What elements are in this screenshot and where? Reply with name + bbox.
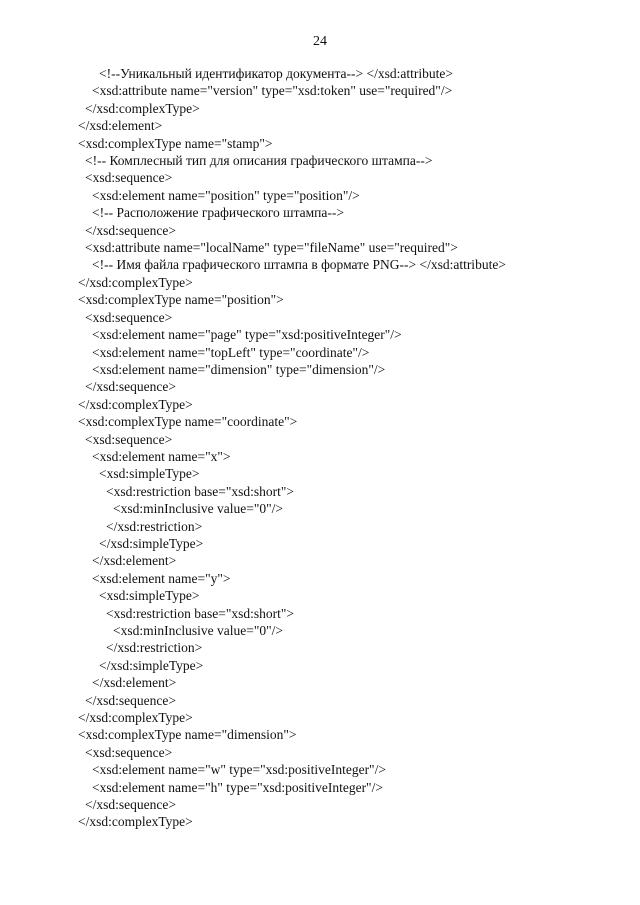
- code-line: <xsd:element name="page" type="xsd:positiveInteger"/>: [92, 327, 402, 343]
- code-line: </xsd:sequence>: [85, 692, 176, 708]
- code-line: <xsd:simpleType>: [99, 588, 200, 604]
- code-line: </xsd:complexType>: [78, 396, 193, 412]
- code-line: </xsd:complexType>: [85, 100, 200, 116]
- code-line: </xsd:element>: [92, 553, 177, 569]
- code-line: <xsd:sequence>: [85, 744, 173, 760]
- code-line: </xsd:element>: [78, 118, 163, 134]
- code-line: <xsd:attribute name="localName" type="fileName" use="required">: [85, 240, 458, 256]
- code-line: <xsd:element name="dimension" type="dimension"/>: [92, 361, 386, 377]
- code-line: </xsd:sequence>: [85, 379, 176, 395]
- code-line: <xsd:restriction base="xsd:short">: [106, 483, 294, 499]
- xsd-code-block: [0, 65, 640, 831]
- code-line: <xsd:complexType name="position">: [78, 292, 284, 308]
- code-line: <xsd:complexType name="stamp">: [78, 135, 273, 151]
- code-line: <xsd:element name="w" type="xsd:positiveInteger"/>: [92, 762, 386, 778]
- code-line: <xsd:element name="x">: [92, 448, 231, 464]
- code-line: <!--Уникальный идентификатор документа--> </xsd:attribute>: [99, 66, 453, 81]
- code-line: <xsd:element name="position" type="position"/>: [92, 187, 360, 203]
- code-line: </xsd:restriction>: [106, 518, 203, 534]
- code-line: </xsd:complexType>: [78, 814, 193, 830]
- code-line: <xsd:complexType name="coordinate">: [78, 414, 298, 430]
- code-line: <xsd:element name="h" type="xsd:positiveInteger"/>: [92, 779, 383, 795]
- code-line: <xsd:sequence>: [85, 309, 173, 325]
- code-line: <xsd:restriction base="xsd:short">: [106, 605, 294, 621]
- code-line: <xsd:sequence>: [85, 170, 173, 186]
- code-line: </xsd:complexType>: [78, 274, 193, 290]
- code-line: <xsd:element name="y">: [92, 570, 231, 586]
- code-line: <xsd:minInclusive value="0"/>: [113, 501, 283, 517]
- code-line: </xsd:complexType>: [78, 710, 193, 726]
- code-line: <!-- Имя файла графического штампа в формате PNG--> </xsd:attribute>: [92, 257, 506, 273]
- code-line: <xsd:simpleType>: [99, 466, 200, 482]
- code-line: <xsd:sequence>: [85, 431, 173, 447]
- code-line: </xsd:sequence>: [85, 222, 176, 238]
- code-line: </xsd:simpleType>: [99, 535, 204, 551]
- code-line: </xsd:restriction>: [106, 640, 203, 656]
- code-line: </xsd:sequence>: [85, 797, 176, 813]
- code-line: </xsd:simpleType>: [99, 657, 204, 673]
- code-line: <xsd:minInclusive value="0"/>: [113, 623, 283, 638]
- code-line: <!-- Расположение графического штампа-->: [92, 205, 344, 221]
- code-line: <xsd:element name="topLeft" type="coordinate"/>: [92, 344, 370, 360]
- code-line: <xsd:complexType name="dimension">: [78, 727, 297, 743]
- code-line: <xsd:attribute name="version" type="xsd:token" use="required"/>: [92, 83, 453, 99]
- code-line: </xsd:element>: [92, 675, 177, 691]
- page-number: 24: [313, 34, 327, 49]
- code-line: <!-- Комплесный тип для описания графического штампа-->: [85, 153, 433, 169]
